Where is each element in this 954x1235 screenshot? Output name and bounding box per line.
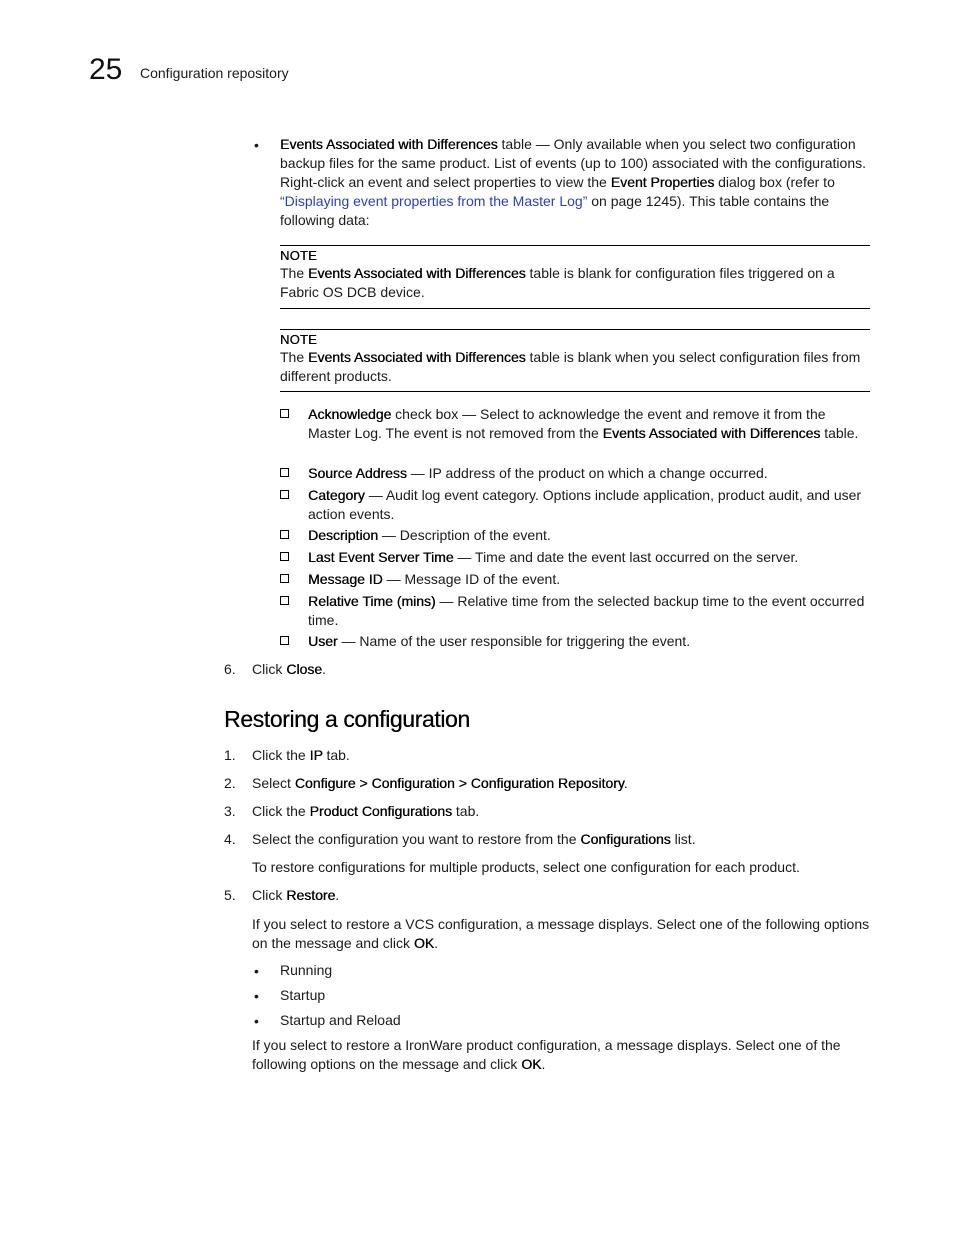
step-number: 3.	[224, 803, 236, 819]
note-end-rule	[280, 391, 870, 392]
note-box	[280, 329, 870, 386]
ironware-paragraph	[252, 1036, 870, 1074]
term: Event Properties	[610, 174, 715, 190]
body-text: Click	[252, 661, 287, 677]
term: Product Configurations	[309, 803, 452, 819]
step-text	[252, 746, 870, 765]
step-text	[252, 774, 870, 793]
chapter-number: 25	[89, 53, 123, 86]
step-text	[252, 830, 870, 849]
body-text: — Message ID of the event.	[382, 571, 561, 587]
body-text: Select	[252, 775, 295, 791]
chapter-title: Configuration repository	[140, 65, 289, 81]
step-number: 4.	[224, 831, 236, 847]
body-text: — Relative time from the selected backup time to the event occurred time.	[308, 593, 865, 628]
square-bullet-icon	[280, 596, 289, 605]
term: OK	[413, 935, 435, 951]
term: Message ID	[308, 571, 383, 587]
term: Events Associated with Differences	[602, 425, 821, 441]
intro-bullet-text	[280, 135, 870, 230]
term: Close	[286, 661, 323, 677]
note-text	[280, 264, 870, 302]
square-bullet-icon	[280, 574, 289, 583]
body-text: table is blank when you select configuration files from different products.	[280, 349, 861, 384]
body-text: table is blank for configuration files triggered on a Fabric OS DCB device.	[280, 265, 835, 300]
term: Configurations	[580, 831, 671, 847]
square-bullet-icon	[280, 636, 289, 645]
term: IP	[309, 747, 323, 763]
step-text	[252, 802, 870, 821]
body-text: tab.	[322, 747, 350, 763]
body-text: Select the configuration you want to restore from the	[252, 831, 581, 847]
section-heading: Restoring a configuration	[224, 706, 470, 732]
term: Description	[308, 527, 379, 543]
body-text: — Time and date the event last occurred on the server.	[453, 549, 799, 565]
body-text: The	[280, 265, 309, 281]
note-box	[280, 245, 870, 302]
option-item: Startup	[280, 987, 326, 1003]
body-text: .	[322, 661, 326, 677]
body-text: table.	[820, 425, 859, 441]
body-text: .	[434, 935, 438, 951]
step-text	[252, 660, 870, 679]
step-number: 6.	[224, 661, 236, 677]
bullet-icon: •	[254, 963, 259, 979]
bullet-icon: •	[254, 137, 259, 153]
step-number: 5.	[224, 887, 236, 903]
body-text: list.	[670, 831, 696, 847]
body-text: — IP address of the product on which a change occurred.	[406, 465, 768, 481]
term: Acknowledge	[308, 406, 392, 422]
step-number: 1.	[224, 747, 236, 763]
term: Last Event Server Time	[308, 549, 454, 565]
body-text: check box — Select to acknowledge the event and remove it from the Master Log. The event is not removed from the	[308, 406, 826, 441]
body-text: — Name of the user responsible for triggering the event.	[337, 633, 691, 649]
term: Source Address	[308, 465, 407, 481]
body-text: — Audit log event category. Options include application, product audit, and user action events.	[308, 487, 862, 522]
term: User	[308, 633, 338, 649]
option-item: Startup and Reload	[280, 1012, 401, 1028]
square-bullet-icon	[280, 468, 289, 477]
square-bullet-icon	[280, 409, 289, 418]
body-text: Click the	[252, 803, 310, 819]
body-text: If you select to restore a VCS configuration, a message displays. Select one of the following options on the message and click	[252, 916, 870, 951]
note-label: NOTE	[280, 332, 317, 347]
body-text: table — Only available when you select two configuration backup files for the same product. List of events (up to 100) associated with the configurations. Right-click an event and select properties to view the	[280, 136, 866, 190]
bullet-icon: •	[254, 1013, 259, 1029]
step-note: To restore configurations for multiple products, select one configuration for each product.	[252, 859, 800, 875]
term: Restore	[286, 887, 336, 903]
body-text: Click the	[252, 747, 310, 763]
body-text: If you select to restore a IronWare product configuration, a message displays. Select one of the following options on the message and click	[252, 1037, 841, 1072]
term: Events Associated with Differences	[308, 265, 526, 281]
square-bullet-icon	[280, 552, 289, 561]
note-end-rule	[280, 308, 870, 309]
body-text: on page 1245). This table contains the following data:	[280, 193, 830, 228]
body-text: Click	[252, 887, 287, 903]
body-text: — Description of the event.	[378, 527, 551, 543]
cross-reference-link[interactable]: “Displaying event properties from the Master Log”	[280, 193, 588, 209]
term: Configure > Configuration > Configuration Repository	[294, 775, 624, 791]
step-number: 2.	[224, 775, 236, 791]
vcs-paragraph	[252, 915, 870, 953]
square-bullet-icon	[280, 490, 289, 499]
body-text: dialog box (refer to	[714, 174, 835, 190]
term: Relative Time (mins)	[308, 593, 436, 609]
note-label: NOTE	[280, 248, 317, 263]
step-text	[252, 886, 870, 905]
body-text: .	[335, 887, 340, 903]
square-bullet-icon	[280, 530, 289, 539]
term: Events Associated with Differences	[280, 136, 498, 152]
option-item: Running	[280, 962, 333, 978]
body-text: The	[280, 349, 309, 365]
body-text: tab.	[452, 803, 480, 819]
body-text: .	[623, 775, 628, 791]
term: Events Associated with Differences	[308, 349, 526, 365]
note-text	[280, 348, 870, 386]
bullet-icon: •	[254, 988, 259, 1004]
body-text: .	[541, 1056, 546, 1072]
term: Category	[308, 487, 365, 503]
term: OK	[521, 1056, 542, 1072]
